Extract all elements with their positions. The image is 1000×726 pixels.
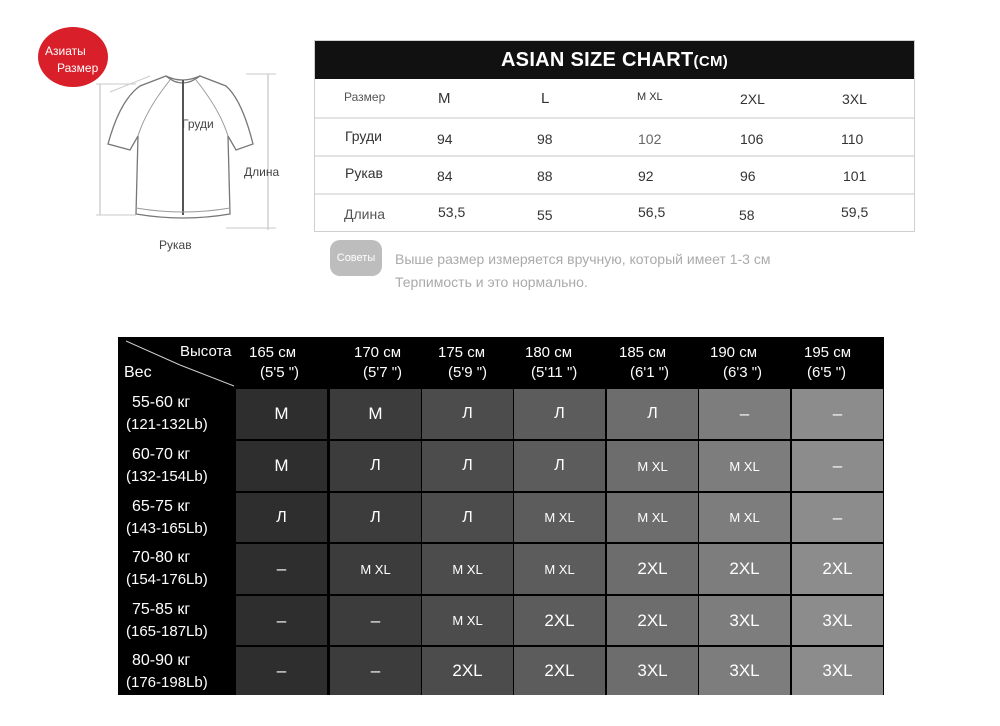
weight-row-kg: 70-80 кг <box>132 549 191 566</box>
jersey-sleeve-label: Рукав <box>159 238 192 252</box>
size-col-header: M <box>438 90 451 107</box>
size-cell: Л <box>514 441 605 491</box>
table-cell: 53,5 <box>438 204 466 220</box>
size-col-header: L <box>541 90 550 107</box>
height-weight-grid <box>118 337 884 695</box>
tips-icon: Советы <box>330 240 382 276</box>
weight-row-kg: 75-85 кг <box>132 601 191 618</box>
size-cell: Л <box>607 389 698 439</box>
table-cell: 102 <box>638 131 662 147</box>
chart-title-main: ASIAN SIZE CHART <box>500 49 694 71</box>
chart-divider <box>315 193 914 195</box>
size-cell: Л <box>330 441 421 491</box>
size-cell: 2XL <box>607 596 698 645</box>
size-col-header: 3XL <box>842 91 867 107</box>
jersey-chest-label: Груди <box>182 117 214 131</box>
corner-height-label: Высота <box>180 343 232 360</box>
height-header-ft: (6'5 ") <box>807 364 847 381</box>
size-cell: 2XL <box>792 544 883 594</box>
size-col-header: 2XL <box>740 91 765 107</box>
asian-size-chart <box>314 40 915 232</box>
size-cell: – <box>236 596 327 645</box>
table-cell: 94 <box>437 131 453 147</box>
size-cell: – <box>236 647 327 695</box>
size-cell: M XL <box>330 544 421 594</box>
chart-divider <box>315 117 914 119</box>
size-cell: Л <box>422 441 513 491</box>
table-cell: 58 <box>739 207 755 223</box>
height-header-ft: (5'9 ") <box>448 364 488 381</box>
size-cell: 2XL <box>514 596 605 645</box>
size-cell: M XL <box>607 441 698 491</box>
chart-title-unit: (CM) <box>693 53 729 70</box>
table-cell: 96 <box>740 168 756 184</box>
size-cell: M XL <box>422 596 513 645</box>
height-header-cm: 195 см <box>804 344 852 361</box>
size-cell: 3XL <box>792 647 883 695</box>
table-cell: 88 <box>537 168 553 184</box>
weight-row-lb: (165-187Lb) <box>126 623 208 640</box>
row-label-chest: Груди <box>345 128 382 144</box>
size-header-label: Размер <box>344 90 386 104</box>
row-label-length: Длина <box>344 206 385 222</box>
size-cell: 3XL <box>699 647 790 695</box>
tips-line-1: Выше размер измеряется вручную, который имеет 1-3 см <box>395 251 771 267</box>
height-header-cm: 170 см <box>354 344 402 361</box>
size-cell: 2XL <box>699 544 790 594</box>
corner-weight-label: Вес <box>124 364 152 381</box>
height-header-ft: (6'1 ") <box>630 364 670 381</box>
jersey-length-label: Длина <box>244 165 280 179</box>
size-cell: 2XL <box>607 544 698 594</box>
weight-row-lb: (143-165Lb) <box>126 520 208 537</box>
table-cell: 98 <box>537 131 553 147</box>
size-cell: M <box>330 389 421 439</box>
size-cell: 2XL <box>422 647 513 695</box>
weight-row-kg: 80-90 кг <box>132 652 191 669</box>
weight-row-lb: (121-132Lb) <box>126 416 208 433</box>
height-header-cm: 185 см <box>619 344 667 361</box>
size-cell: M XL <box>607 493 698 542</box>
size-cell: – <box>236 544 327 594</box>
size-col-header: M XL <box>637 91 663 103</box>
size-cell: – <box>792 493 883 542</box>
size-cell: – <box>330 647 421 695</box>
height-header-cm: 175 см <box>438 344 486 361</box>
height-header-ft: (5'11 ") <box>531 364 578 381</box>
table-cell: 110 <box>841 131 864 147</box>
chart-title <box>315 41 914 79</box>
size-cell: M <box>236 441 327 491</box>
row-label-sleeve: Рукав <box>345 165 383 181</box>
table-cell: 106 <box>740 131 764 147</box>
size-cell: Л <box>514 389 605 439</box>
size-cell: – <box>792 389 883 439</box>
size-cell: Л <box>422 389 513 439</box>
height-header-cm: 190 см <box>710 344 758 361</box>
weight-row-kg: 65-75 кг <box>132 498 191 515</box>
size-cell: – <box>699 389 790 439</box>
tips-line-2: Терпимость и это нормально. <box>395 274 588 290</box>
size-cell: – <box>330 596 421 645</box>
table-cell: 84 <box>437 168 453 184</box>
weight-row-kg: 60-70 кг <box>132 446 191 463</box>
jersey-diagram <box>96 70 281 235</box>
table-cell: 56,5 <box>638 204 666 220</box>
size-cell: M XL <box>422 544 513 594</box>
size-cell: Л <box>330 493 421 542</box>
chart-divider <box>315 155 914 157</box>
weight-row-lb: (132-154Lb) <box>126 468 208 485</box>
height-header-ft: (5'7 ") <box>363 364 403 381</box>
weight-row-lb: (176-198Lb) <box>126 674 208 691</box>
weight-row-lb: (154-176Lb) <box>126 571 208 588</box>
size-cell: M XL <box>514 493 605 542</box>
height-header-ft: (5'5 ") <box>260 364 300 381</box>
size-cell: 3XL <box>607 647 698 695</box>
badge-line-2: Размер <box>57 61 99 75</box>
size-cell: 3XL <box>792 596 883 645</box>
size-cell: – <box>792 441 883 491</box>
size-cell: 2XL <box>514 647 605 695</box>
badge-line-1: Азиаты <box>45 44 86 58</box>
weight-row-kg: 55-60 кг <box>132 394 191 411</box>
table-cell: 92 <box>638 168 654 184</box>
size-cell: M <box>236 389 327 439</box>
size-cell: M XL <box>699 441 790 491</box>
size-cell: M XL <box>514 544 605 594</box>
table-cell: 101 <box>843 168 867 184</box>
size-cell: M XL <box>699 493 790 542</box>
table-cell: 59,5 <box>841 204 869 220</box>
height-header-cm: 180 см <box>525 344 573 361</box>
table-cell: 55 <box>537 207 553 223</box>
size-cell: 3XL <box>699 596 790 645</box>
height-header-ft: (6'3 ") <box>723 364 763 381</box>
size-cell: Л <box>236 493 327 542</box>
size-cell: Л <box>422 493 513 542</box>
height-header-cm: 165 см <box>249 344 297 361</box>
